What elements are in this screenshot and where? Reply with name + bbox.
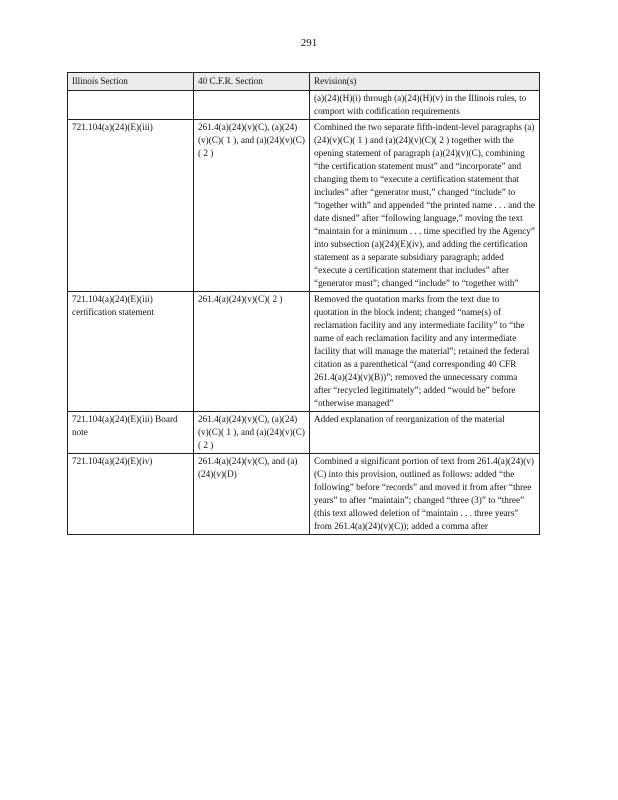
illinois-section-cell: 721.104(a)(24)(E)(iii) Board note	[68, 412, 194, 454]
table-row	[68, 454, 540, 535]
revision-cell: Combined a significant portion of text from 261.4(a)(24)(v)(C) into this provision, outlined as follows: added “the following” before “records” and moved it from after “three years” to after “maintain”; changed “three (3)” to “three” (this text allowed deletion of “maintain . . . three years” from 261.4(a)(24)(v)(C)); added a comma after	[310, 454, 540, 535]
table-row	[68, 120, 540, 292]
revision-cell: (a)(24)(H)(i) through (a)(24)(H)(v) in the Illinois rules, to comport with codification requirements	[310, 91, 540, 120]
header-cfr-section: 40 C.F.R. Section	[194, 73, 310, 91]
page-number: 291	[300, 37, 318, 49]
header-illinois-section: Illinois Section	[68, 73, 194, 91]
illinois-section-cell: 721.104(a)(24)(E)(iii)	[68, 120, 194, 292]
cfr-section-cell: 261.4(a)(24)(v)(C), (a)(24)(v)(C)( 1 ), and (a)(24)(v)(C)( 2 )	[194, 412, 310, 454]
table-row	[68, 412, 540, 454]
illinois-section-cell: 721.104(a)(24)(E)(iii) certification statement	[68, 292, 194, 412]
illinois-section-cell: 721.104(a)(24)(E)(iv)	[68, 454, 194, 535]
cfr-section-cell	[194, 91, 310, 120]
table-header-row	[68, 73, 540, 91]
header-revisions: Revision(s)	[310, 73, 540, 91]
revision-cell: Combined the two separate fifth-indent-level paragraphs (a)(24)(v)(C)( 1 ) and (a)(24)(v)(C)( 2 ) together with the opening statement of paragraph (a)(24)(v)(C), combining “the certification statement must” and “incorporate” and changing them to “execute a certification statement that includes” after “generator must,” changed “include” to “together with” and appended “the printed name . . . and the date disned” after “following language,” moving the text “maintain for a minimum . . . time specified by the Agency” into subsection (a)(24)(E)(iv), and adding the certification statement as a separate subsidiary paragraph; added “execute a certification statement that includes” after “generator must”; changed “include” to “together with”	[310, 120, 540, 292]
revision-cell: Removed the quotation marks from the text due to quotation in the block indent; changed “name(s) of reclamation facility and any intermediate facility” to “the name of each reclamation facility and any intermediate facility that will manage the material”; retained the federal citation as a parenthetical “(and corresponding 40 CFR 261.4(a)(24)(v)(B))”; removed the unnecessary comma after “recycled legitimately”; added “would be” before “otherwise managed”	[310, 292, 540, 412]
cfr-section-cell: 261.4(a)(24)(v)(C), (a)(24)(v)(C)( 1 ), and (a)(24)(v)(C)( 2 )	[194, 120, 310, 292]
revisions-table	[67, 72, 540, 535]
table-row	[68, 292, 540, 412]
cfr-section-cell: 261.4(a)(24)(v)(C)( 2 )	[194, 292, 310, 412]
cfr-section-cell: 261.4(a)(24)(v)(C), and (a)(24)(v)(D)	[194, 454, 310, 535]
revision-cell: Added explanation of reorganization of the material	[310, 412, 540, 454]
table-row	[68, 91, 540, 120]
illinois-section-cell	[68, 91, 194, 120]
